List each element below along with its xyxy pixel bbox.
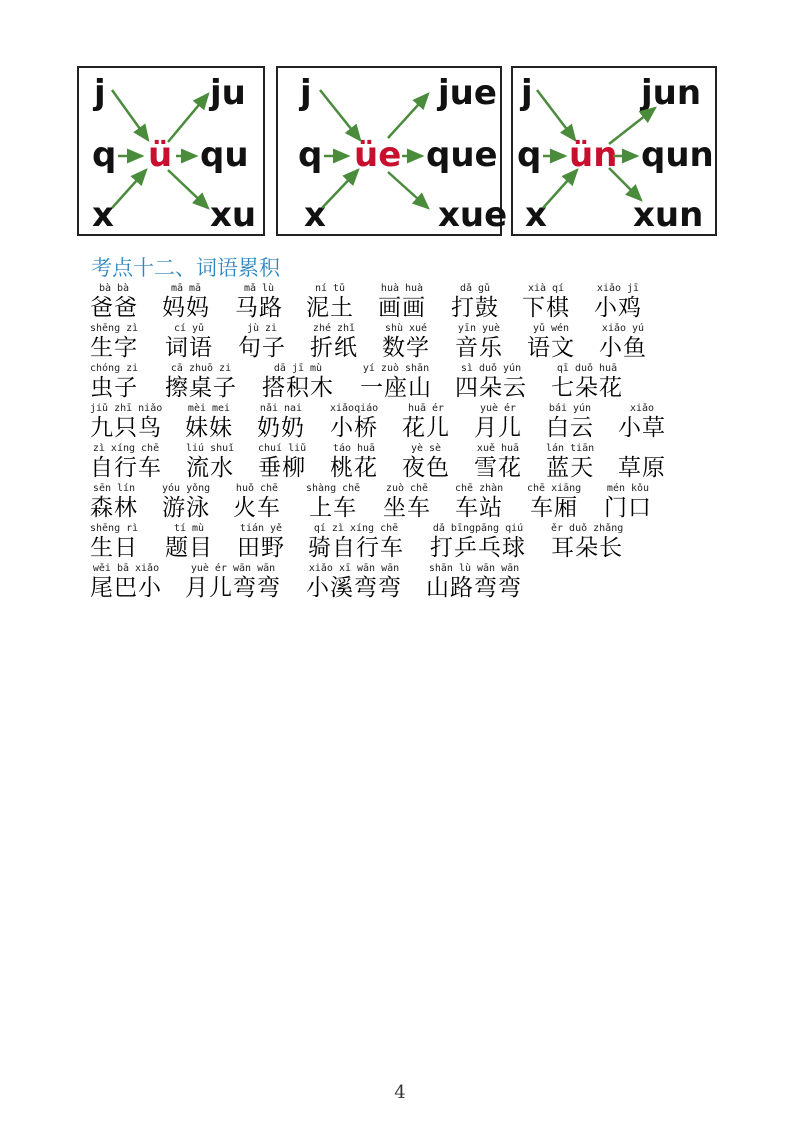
hanzi: 耳朵长 [551,535,624,561]
initial-q: q [92,135,117,175]
hanzi: 音乐 [455,335,503,361]
diagram-un [511,66,717,236]
pinyin: tián yě [239,523,283,534]
hanzi: 尾巴小 [90,575,162,601]
pinyin: chóng zi [90,363,139,374]
hanzi: 打鼓 [451,295,499,321]
pinyin: ěr duǒ zhǎng [551,523,624,534]
hanzi: 小桥 [330,415,379,441]
pinyin: yīn yuè [457,323,501,334]
pinyin: zì xíng chē [92,443,160,454]
pinyin: bái yún [548,403,592,414]
hanzi: 句子 [238,335,286,361]
initial-x: x [304,195,326,235]
hanzi: 一座山 [360,375,432,401]
hanzi: 坐车 [383,495,431,521]
vocab-word [546,403,594,442]
pinyin: mǎ lù [243,283,275,294]
result-right: que [426,135,498,175]
final-center: ü [148,135,173,175]
hanzi: 雪花 [474,455,522,481]
vocab-word [527,483,581,522]
vocab-word [162,283,210,322]
pinyin: huǒ chē [235,483,279,494]
hanzi: 森林 [90,495,138,521]
hanzi: 爸爸 [90,295,138,321]
initial-q: q [517,135,542,175]
pinyin: huà huà [380,283,424,294]
hanzi: 小鸡 [594,295,642,321]
pinyin: yuè ér wān wān [190,563,276,574]
hanzi: 桃花 [330,455,378,481]
hanzi: 生日 [90,535,139,561]
vocab-word [308,523,404,562]
vocab-word [90,483,138,522]
hanzi: 搭积木 [262,375,334,401]
pinyin: jù zi [246,323,278,334]
pinyin: tí mù [173,523,205,534]
hanzi: 小鱼 [599,335,647,361]
vocab-word [90,323,138,362]
pinyin: zuò chē [385,483,429,494]
vocab-word [599,323,647,362]
vocab-word [310,323,358,362]
vocab-word [546,443,594,482]
vocab-word [306,483,360,522]
hanzi: 门口 [604,495,652,521]
pinyin: shēng rì [90,523,139,534]
pinyin: xiǎoqiáo [330,403,379,414]
vocab-word [383,483,431,522]
vocab-word [402,403,450,442]
hanzi: 画画 [378,295,426,321]
initial-j: j [521,73,533,113]
hanzi: 生字 [90,335,139,361]
vocab-word [306,563,402,602]
result-bottom: xu [210,195,257,235]
pinyin: yè sè [410,443,442,454]
vocab-word [306,283,354,322]
hanzi: 九只鸟 [90,415,163,441]
hanzi: 擦桌子 [165,375,237,401]
pinyin: xuě huā [476,443,520,454]
pinyin: yóu yǒng [162,483,211,494]
vocab-word [262,363,334,402]
hanzi: 山路弯弯 [426,575,522,601]
pinyin: dǎ gǔ [459,283,491,294]
pinyin: qī duǒ huā [556,363,618,374]
pinyin: xià qí [527,283,565,294]
initial-x: x [92,195,114,235]
hanzi: 打乒乓球 [430,535,526,561]
final-center: ün [569,135,618,175]
pinyin: bà bà [98,283,130,294]
pinyin: chuí liǔ [258,443,307,454]
pinyin: sì duǒ yún [460,363,522,374]
hanzi: 数学 [382,335,430,361]
hanzi: 火车 [233,495,281,521]
vocab-word [165,363,237,402]
vocab-word [90,563,162,602]
vocab-word [186,443,234,482]
pinyin: liú shuǐ [186,443,235,454]
pinyin: yuè ér [479,403,517,414]
pinyin: mèi mei [187,403,231,414]
vocab-word [165,523,213,562]
hanzi: 四朵云 [455,375,527,401]
hanzi: 草原 [618,455,666,481]
vocab-word [455,363,527,402]
pinyin: mén kǒu [606,483,650,494]
vocab-word [402,443,450,482]
vocab-word [551,363,623,402]
pinyin: jiǔ zhī niǎo [90,403,163,414]
pinyin: sēn lín [92,483,136,494]
hanzi: 折纸 [310,335,358,361]
hanzi: 泥土 [306,295,354,321]
hanzi: 月儿弯弯 [185,575,281,601]
hanzi: 词语 [165,335,213,361]
vocab-word [522,283,570,322]
hanzi: 月儿 [474,415,522,441]
result-bottom: xue [438,195,508,235]
vocab-word [238,323,286,362]
result-top: jun [641,73,702,113]
hanzi: 七朵花 [551,375,623,401]
vocab-word [165,323,213,362]
hanzi: 马路 [235,295,283,321]
vocab-word [474,403,522,442]
pinyin: mā mā [170,283,202,294]
vocab-word [235,283,283,322]
hanzi: 小草 [618,415,666,441]
hanzi: 小溪弯弯 [306,575,402,601]
pinyin: yí zuò shān [362,363,430,374]
hanzi: 奶奶 [257,415,305,441]
pinyin: nǎi nai [259,403,303,414]
vocab-word [90,283,138,322]
result-right: qun [641,135,714,175]
hanzi: 垂柳 [258,455,307,481]
pinyin: shēng zì [90,323,139,334]
vocab-word [90,443,162,482]
hanzi: 妈妈 [162,295,210,321]
result-right: qu [200,135,249,175]
hanzi: 车厢 [530,495,579,521]
result-top: jue [438,73,497,113]
vocab-word [618,443,666,482]
hanzi: 蓝天 [546,455,595,481]
pinyin: lán tiān [546,443,595,454]
hanzi: 流水 [186,455,235,481]
hanzi: 语文 [527,335,575,361]
vocab-word [426,563,522,602]
pinyin: yǔ wén [532,323,570,334]
vocab-word [430,523,526,562]
pinyin: xiǎo xī wān wān [308,563,400,574]
vocab-word [382,323,430,362]
pinyin: shàng chē [306,483,361,494]
diagram-ue [276,66,508,236]
hanzi: 车站 [455,495,504,521]
hanzi: 骑自行车 [308,535,404,561]
hanzi: 自行车 [90,455,162,481]
vocab-word [257,403,305,442]
vocab-word [527,323,575,362]
hanzi: 花儿 [402,415,450,441]
result-bottom: xun [633,195,704,235]
diagram-u-graphic [79,68,273,234]
final-center: üe [354,135,402,175]
hanzi: 白云 [546,415,594,441]
initial-q: q [298,135,323,175]
pinyin: xiǎo yú [601,323,645,334]
pinyin: qí zì xíng chē [313,523,399,534]
vocab-word [90,523,138,562]
diagram-ue-graphic [278,68,508,235]
vocab-word [258,443,306,482]
pinyin: shù xué [384,323,428,334]
pinyin: shān lù wān wān [428,563,520,574]
vocab-word [185,403,233,442]
pinyin: xiǎo [629,403,655,414]
pinyin: huā ér [407,403,445,414]
vocab-word [378,283,426,322]
vocab-word [618,403,666,442]
vocab-word [162,483,210,522]
pinyin: wěi bā xiǎo [92,563,160,574]
vocab-word [594,283,642,322]
pinyin: cí yǔ [173,323,205,334]
pinyin: dā jī mù [273,363,323,374]
vocab-word [90,363,138,402]
hanzi: 田野 [237,535,285,561]
vocab-word [330,403,378,442]
pinyin: zhé zhǐ [312,323,356,334]
vocab-word [451,283,499,322]
page-number: 4 [394,1082,406,1103]
vocab-word [360,363,432,402]
pinyin: dǎ bīngpāng qiú [432,523,524,534]
pinyin: cā zhuō zi [170,363,232,374]
diagram-u [77,66,265,236]
diagram-un-graphic [513,68,715,234]
pinyin: chē zhàn [455,483,504,494]
vocab-word [604,483,652,522]
vocab-word [185,563,281,602]
vocab-word [455,323,503,362]
pinyin: chē xiāng [527,483,582,494]
vocab-word [237,523,285,562]
result-top: ju [210,73,246,113]
initial-x: x [525,195,547,235]
pinyin: ní tǔ [314,283,346,294]
vocab-word [455,483,503,522]
vocab-word [551,523,623,562]
hanzi: 游泳 [162,495,211,521]
vocab-word [233,483,281,522]
hanzi: 下棋 [522,295,570,321]
hanzi: 虫子 [90,375,139,401]
initial-j: j [94,73,106,113]
pinyin: táo huā [332,443,376,454]
vocab-word [330,443,378,482]
vocab-word [90,403,162,442]
hanzi: 夜色 [402,455,450,481]
pinyin [618,443,666,455]
pinyin: xiǎo jī [596,283,640,294]
vocab-word [474,443,522,482]
hanzi: 题目 [165,535,213,561]
hanzi: 上车 [309,495,358,521]
section-title: 考点十二、词语累积 [91,256,280,280]
hanzi: 妹妹 [185,415,233,441]
initial-j: j [300,73,312,113]
